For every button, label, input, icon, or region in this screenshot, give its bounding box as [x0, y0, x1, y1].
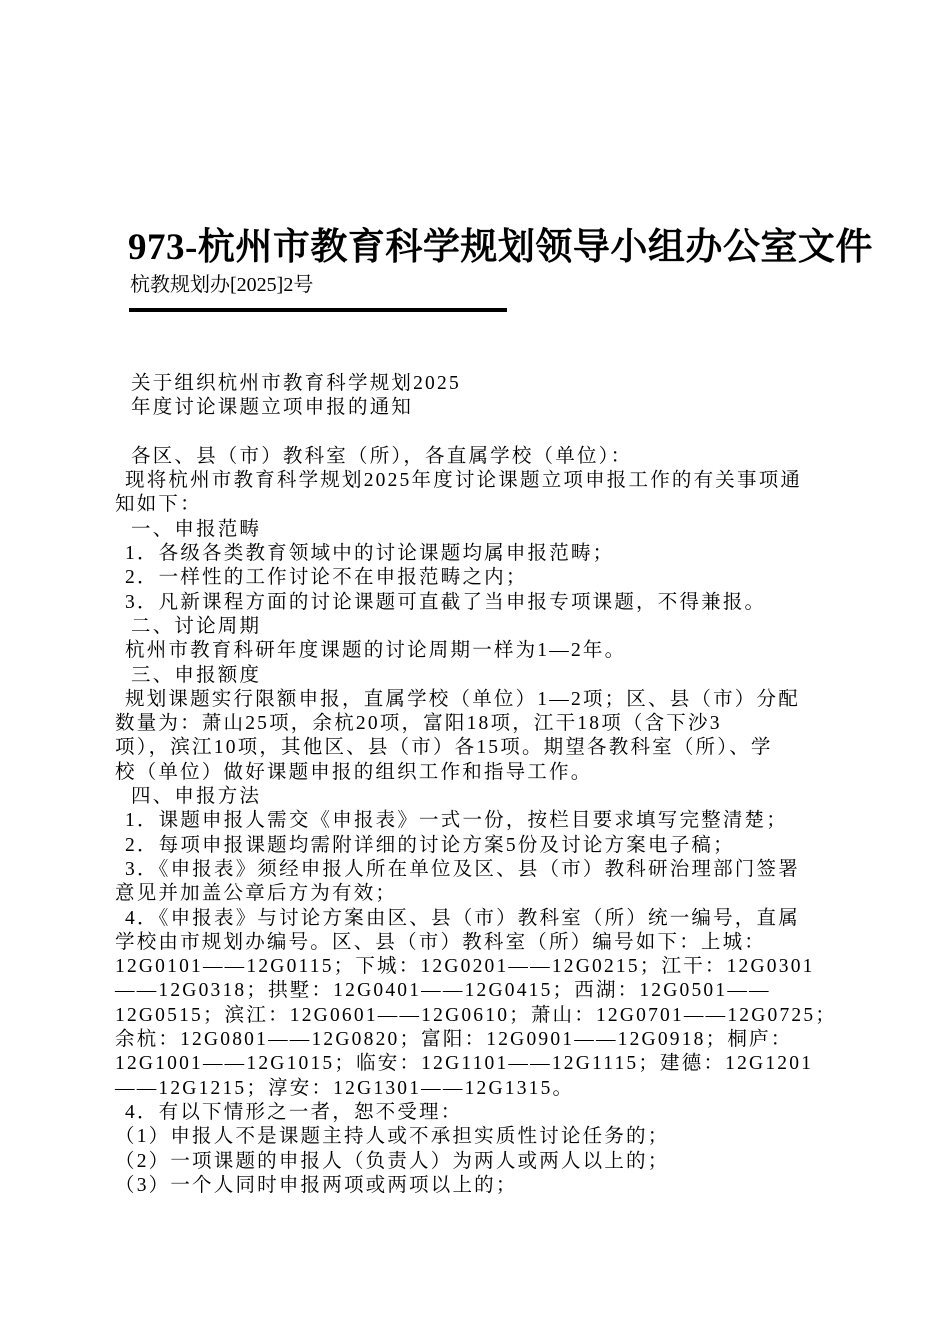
- section-heading-scope: 一、申报范畴: [131, 518, 262, 540]
- quota-line: 规划课题实行限额申报，直属学校（单位）1—2项；区、县（市）分配: [125, 688, 800, 710]
- rejection-item: （1）申报人不是课题主持人或不承担实质性讨论任务的；: [115, 1126, 670, 1148]
- header-rule: [129, 308, 507, 312]
- method-item-4-line: 4．《申报表》与讨论方案由区、县（市）教科室（所）统一编号，直属: [125, 907, 800, 929]
- code-range-line: 12G0101——12G0115；下城：12G0201——12G0215；江干：12G0301: [115, 956, 815, 978]
- quota-line: 校（单位）做好课题申报的组织工作和指导工作。: [115, 761, 593, 783]
- period-paragraph: 杭州市教育科研年度课题的讨论周期一样为1—2年。: [125, 640, 627, 662]
- method-item-3-line: 3．《申报表》须经申报人所在单位及区、县（市）教科研治理部门签署: [125, 858, 800, 880]
- quota-line: 数量为：萧山25项，余杭20项，富阳18项，江干18项（含下沙3: [115, 713, 722, 735]
- intro-line-1: 现将杭州市教育科学规划2025年度讨论课题立项申报工作的有关事项通: [125, 470, 803, 492]
- salutation: 各区、县（市）教科室（所），各直属学校（单位）：: [131, 445, 633, 467]
- rejection-item: （3）一个人同时申报两项或两项以上的；: [115, 1174, 518, 1196]
- document-body: [115, 372, 838, 1198]
- subject-line-2: 年度讨论课题立项申报的通知: [131, 397, 414, 419]
- blank-line: [115, 421, 835, 445]
- section-heading-quota: 三、申报额度: [131, 664, 262, 686]
- scope-item: 1．各级各类教育领域中的讨论课题均属申报范畴；: [125, 543, 615, 565]
- intro-line-2: 知如下：: [115, 494, 202, 516]
- code-range-line: ——12G0318；拱墅：12G0401——12G0415；西湖：12G0501——: [115, 980, 771, 1002]
- section-heading-method: 四、申报方法: [131, 786, 262, 808]
- rejection-item: （2）一项课题的申报人（负责人）为两人或两人以上的；: [115, 1150, 670, 1172]
- scope-item: 2．一样性的工作讨论不在申报范畴之内；: [125, 567, 528, 589]
- quota-line: 项），滨江10项，其他区、县（市）各15项。期望各教科室（所）、学: [115, 737, 773, 759]
- code-range-line: 余杭：12G0801——12G0820；富阳：12G0901——12G0918；桐庐：: [115, 1029, 793, 1051]
- document-title: 973-杭州市教育科学规划领导小组办公室文件: [128, 227, 873, 268]
- method-item: 2．每项申报课题均需附详细的讨论方案5份及讨论方案电子稿；: [125, 834, 735, 856]
- code-range-line: 12G0515；滨江：12G0601——12G0610；萧山：12G0701——12G0725；: [115, 1004, 838, 1026]
- scope-item: 3．凡新课程方面的讨论课题可直截了当申报专项课题，不得兼报。: [125, 591, 767, 613]
- section-heading-period: 二、讨论周期: [131, 615, 262, 637]
- document-number: 杭教规划办[2025]2号: [130, 274, 314, 296]
- code-range-line: ——12G1215；淳安：12G1301——12G1315。: [115, 1077, 575, 1099]
- rejection-heading: 4．有以下情形之一者，恕不受理：: [125, 1101, 463, 1123]
- code-range-line: 12G1001——12G1015；临安：12G1101——12G1115；建德：12G1201: [115, 1053, 814, 1075]
- method-item: 1．课题申报人需交《申报表》一式一份，按栏目要求填写完整清楚；: [125, 810, 788, 832]
- subject-line-1: 关于组织杭州市教育科学规划2025: [131, 373, 461, 394]
- method-item-3-line: 意见并加盖公章后方为有效；: [115, 883, 398, 905]
- method-item-4-line: 学校由市规划办编号。区、县（市）教科室（所）编号如下：上城：: [115, 931, 767, 953]
